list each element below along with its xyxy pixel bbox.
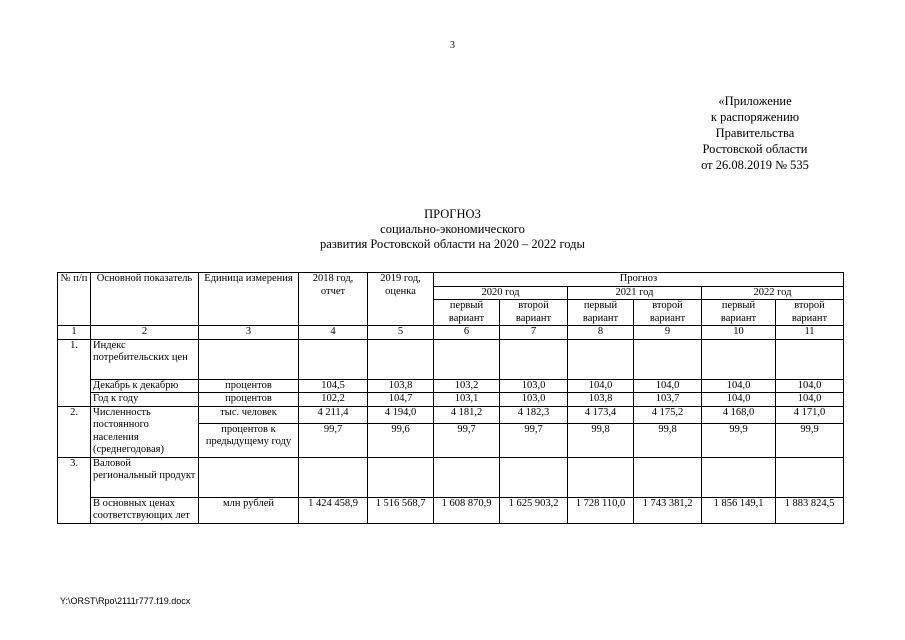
column-number: 5 bbox=[368, 326, 434, 340]
header-year-2020: 2020 год bbox=[434, 286, 568, 300]
value-cell: 1 743 381,2 bbox=[634, 497, 702, 523]
value-cell: 104,7 bbox=[368, 393, 434, 407]
value-cell: 99,7 bbox=[434, 423, 500, 457]
subrow-label: Декабрь к декабрю bbox=[91, 379, 199, 393]
value-cell: 4 182,3 bbox=[500, 406, 568, 423]
value-cell: 99,7 bbox=[299, 423, 368, 457]
row-indicator: Численность постоянного населения (среднегодовая) bbox=[91, 406, 199, 457]
column-number: 11 bbox=[776, 326, 844, 340]
value-cell: 99,6 bbox=[368, 423, 434, 457]
subrow-label: В основных ценах соответствующих лет bbox=[91, 497, 199, 523]
column-number: 3 bbox=[199, 326, 299, 340]
value-cell: 4 173,4 bbox=[568, 406, 634, 423]
value-cell: 104,0 bbox=[568, 379, 634, 393]
row-indicator: Валовой региональный продукт bbox=[91, 457, 199, 497]
title-line-1: ПРОГНОЗ bbox=[424, 207, 481, 221]
header-variant-2: второй вариант bbox=[776, 300, 844, 326]
header-2018: 2018 год, отчет bbox=[299, 273, 368, 326]
value-cell: 1 516 568,7 bbox=[368, 497, 434, 523]
column-number: 10 bbox=[702, 326, 776, 340]
header-unit: Единица измерения bbox=[199, 273, 299, 326]
value-cell: 4 171,0 bbox=[776, 406, 844, 423]
value-cell: 102,2 bbox=[299, 393, 368, 407]
table-row bbox=[58, 457, 844, 497]
value-cell: 4 194,0 bbox=[368, 406, 434, 423]
value-cell: 4 168,0 bbox=[702, 406, 776, 423]
subrow-unit: млн рублей bbox=[199, 497, 299, 523]
document-title bbox=[0, 207, 905, 252]
value-cell: 1 856 149,1 bbox=[702, 497, 776, 523]
value-cell: 1 424 458,9 bbox=[299, 497, 368, 523]
value-cell: 1 625 903,2 bbox=[500, 497, 568, 523]
appendix-line: «Приложение bbox=[718, 94, 792, 108]
file-path-footer: Y:\ORST\Rpo\2111r777.f19.docx bbox=[60, 596, 191, 606]
column-number: 7 bbox=[500, 326, 568, 340]
value-cell: 4 181,2 bbox=[434, 406, 500, 423]
value-cell: 99,9 bbox=[702, 423, 776, 457]
forecast-table bbox=[57, 272, 844, 524]
value-cell: 103,7 bbox=[634, 393, 702, 407]
value-cell: 104,0 bbox=[776, 393, 844, 407]
header-variant-2: второй вариант bbox=[500, 300, 568, 326]
header-variant-1: первый вариант bbox=[702, 300, 776, 326]
value-cell: 104,0 bbox=[776, 379, 844, 393]
value-cell: 103,8 bbox=[368, 379, 434, 393]
appendix-line: к распоряжению bbox=[710, 110, 800, 124]
title-line-3: развития Ростовской области на 2020 – 2022 годы bbox=[320, 237, 585, 251]
header-num: № п/п bbox=[58, 273, 91, 326]
value-cell: 1 883 824,5 bbox=[776, 497, 844, 523]
column-number: 8 bbox=[568, 326, 634, 340]
header-2019: 2019 год, оценка bbox=[368, 273, 434, 326]
row-indicator: Индекс потребительских цен bbox=[91, 339, 199, 379]
value-cell: 103,0 bbox=[500, 393, 568, 407]
subrow-label: Год к году bbox=[91, 393, 199, 407]
row-num: 1. bbox=[58, 339, 91, 406]
value-cell: 1 608 870,9 bbox=[434, 497, 500, 523]
table-row bbox=[58, 497, 844, 523]
value-cell: 99,8 bbox=[568, 423, 634, 457]
value-cell: 99,8 bbox=[634, 423, 702, 457]
header-indicator: Основной показатель bbox=[91, 273, 199, 326]
column-number: 1 bbox=[58, 326, 91, 340]
header-row bbox=[58, 273, 844, 287]
header-variant-2: второй вариант bbox=[634, 300, 702, 326]
header-forecast: Прогноз bbox=[434, 273, 844, 287]
table-row bbox=[58, 406, 844, 423]
value-cell: 4 211,4 bbox=[299, 406, 368, 423]
column-number: 4 bbox=[299, 326, 368, 340]
subrow-unit: процентов к предыдущему году bbox=[199, 423, 299, 457]
header-variant-1: первый вариант bbox=[434, 300, 500, 326]
value-cell: 103,2 bbox=[434, 379, 500, 393]
value-cell: 104,0 bbox=[702, 393, 776, 407]
header-variant-1: первый вариант bbox=[568, 300, 634, 326]
table-row bbox=[58, 379, 844, 393]
row-num: 2. bbox=[58, 406, 91, 457]
subrow-unit: тыс. человек bbox=[199, 406, 299, 423]
appendix-line: Ростовской области bbox=[702, 142, 808, 156]
value-cell: 99,7 bbox=[500, 423, 568, 457]
table-row bbox=[58, 393, 844, 407]
appendix-line: Правительства bbox=[715, 126, 795, 140]
subrow-unit: процентов bbox=[199, 379, 299, 393]
appendix-block bbox=[650, 93, 860, 173]
header-year-2022: 2022 год bbox=[702, 286, 844, 300]
value-cell: 104,5 bbox=[299, 379, 368, 393]
column-number: 9 bbox=[634, 326, 702, 340]
value-cell: 4 175,2 bbox=[634, 406, 702, 423]
column-number: 6 bbox=[434, 326, 500, 340]
column-number: 2 bbox=[91, 326, 199, 340]
value-cell: 99,9 bbox=[776, 423, 844, 457]
value-cell: 103,0 bbox=[500, 379, 568, 393]
appendix-line: от 26.08.2019 № 535 bbox=[701, 158, 809, 172]
value-cell: 103,1 bbox=[434, 393, 500, 407]
value-cell: 104,0 bbox=[634, 379, 702, 393]
subrow-unit: процентов bbox=[199, 393, 299, 407]
value-cell: 103,8 bbox=[568, 393, 634, 407]
value-cell: 1 728 110,0 bbox=[568, 497, 634, 523]
header-year-2021: 2021 год bbox=[568, 286, 702, 300]
row-num: 3. bbox=[58, 457, 91, 523]
table-row bbox=[58, 339, 844, 379]
column-number-row bbox=[58, 326, 844, 340]
title-line-2: социально-экономического bbox=[380, 222, 525, 236]
page-number: 3 bbox=[450, 40, 455, 51]
value-cell: 104,0 bbox=[702, 379, 776, 393]
